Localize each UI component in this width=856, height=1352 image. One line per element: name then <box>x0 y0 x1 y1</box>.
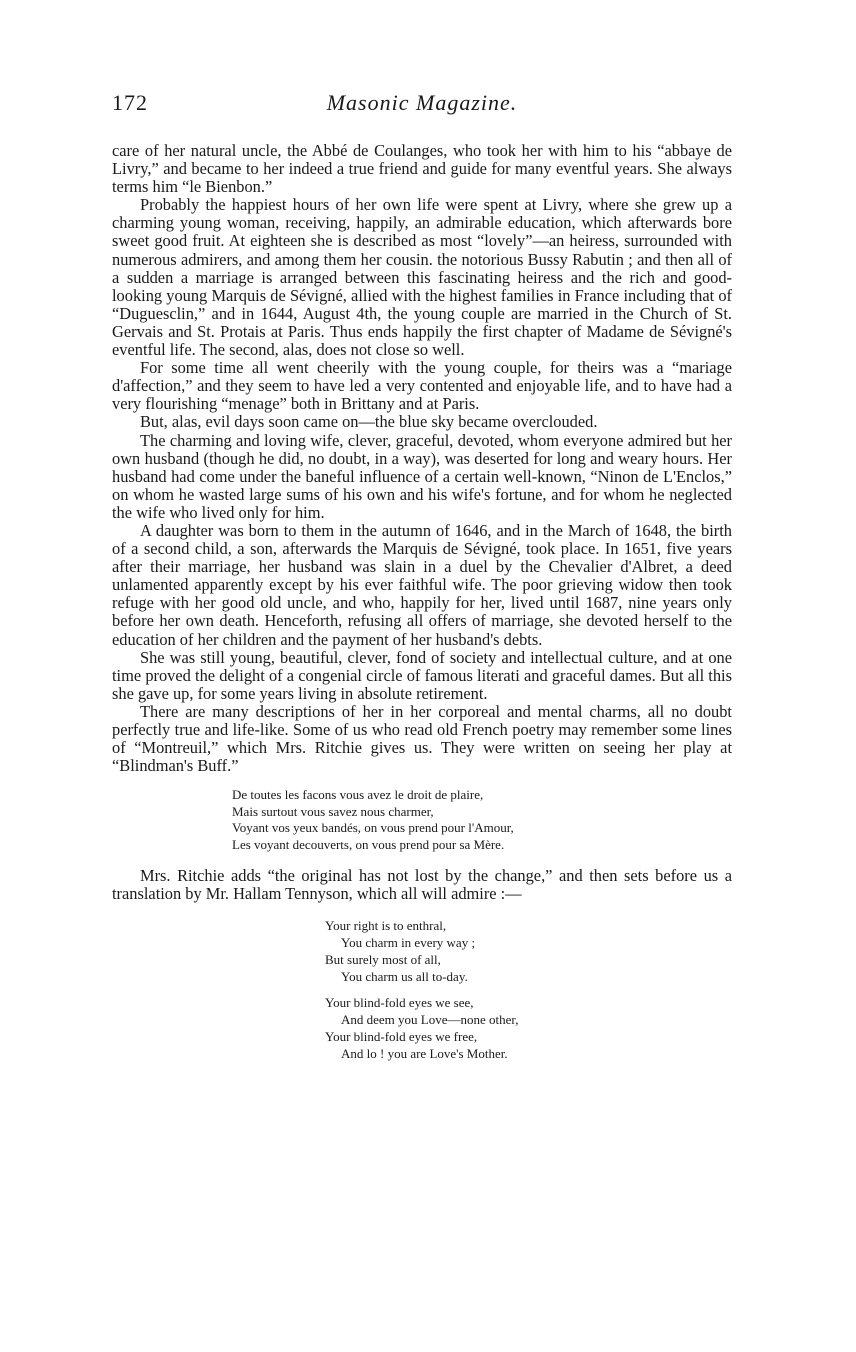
paragraph: care of her natural uncle, the Abbé de Coulanges, who took her with him to his “abbaye de Livry,” and became to her indeed a true friend and guide for many eventful years. She always terms him “le Bienbon.” <box>112 141 732 197</box>
poem-line: Your blind-fold eyes we free, <box>325 1029 478 1045</box>
verse-line: Mais surtout vous savez nous charmer, <box>232 803 434 819</box>
paragraph: A daughter was born to them in the autumn of 1646, and in the March of 1648, the birth of a second child, a son, afterwards the Marquis de Sévigné, took place. In 1651, five years after their marriage, her husband was slain in a duel by the Chevalier d'Albret, a deed unlamented apparently except by his ever faithful wife. The poor grieving widow then took refuge with her good old uncle, and who, happily for her, lived until 1687, nine years only before her own death. Henceforth, refusing all offers of marriage, she devoted herself to the education of her children and the payment of her husband's debts. <box>112 520 732 649</box>
running-title: Masonic Magazine. <box>326 90 518 115</box>
poem-stanza <box>325 917 732 985</box>
poem-line: You charm in every way ; <box>341 935 476 951</box>
paragraph: There are many descriptions of her in her corporeal and mental charms, all no doubt perfectly true and life-like. Some of us who read old French poetry may remember some lines of “Montreuil,” which Mrs. Ritchie gives us. They were written on seeing her play at “Blindman's Buff.” <box>112 701 732 776</box>
poem-line: You charm us all to-day. <box>341 969 468 985</box>
poem-line: Your blind-fold eyes we see, <box>325 995 474 1011</box>
paragraph: Probably the happiest hours of her own life were spent at Livry, where she grew up a charming young woman, receiving, happily, an admirable education, which afterwards bore sweet good fruit. At eighteen she is described as most “lovely”—an heiress, surrounded with numerous admirers, and among them her cousin. the notorious Bussy Rabutin ; and then all of a sudden a marriage is arranged between this fascinating heiress and the rich and good-looking young Marquis de Sévigné, allied with the highest families in France including that of “Duguesclin,” and in 1644, August 4th, the young couple are married in the Church of St. Gervais and St. Protais at Paris. Thus ends happily the first chapter of Madame de Sévigné's eventful life. The second, alas, does not close so well. <box>112 195 732 360</box>
page-header <box>112 90 732 124</box>
translation-intro <box>112 867 732 903</box>
page <box>112 90 732 1071</box>
paragraph: For some time all went cheerily with the young couple, for theirs was a “mariage d'affection,” and they seem to have led a very contented and enjoyable life, and to have had a very flourishing “menage” both in Brittany and at Paris. <box>112 358 732 414</box>
paragraph: The charming and loving wife, clever, graceful, devoted, whom everyone admired but her own husband (though he did, no doubt, in a way), was deserted for long and weary hours. Her husband had come under the baneful influence of a certain well-known, “Ninon de L'Enclos,” on whom he wasted large sums of his own and his wife's fortune, and for whom he neglected the wife who lived only for him. <box>112 430 732 522</box>
poem-line: But surely most of all, <box>325 952 441 968</box>
translated-poem <box>325 917 732 1062</box>
article-body <box>112 142 732 775</box>
page-number: 172 <box>112 90 148 115</box>
paragraph: She was still young, beautiful, clever, fond of society and intellectual culture, and at one time proved the delight of a congenial circle of famous literati and graceful dames. But all this she gave up, for some years living in absolute retirement. <box>112 647 732 703</box>
poem-stanza <box>325 994 732 1062</box>
poem-line: Your right is to enthral, <box>325 918 447 934</box>
paragraph: Mrs. Ritchie adds “the original has not lost by the change,” and then sets before us a translation by Mr. Hallam Tennyson, which all will admire :— <box>112 866 732 904</box>
paragraph: But, alas, evil days soon came on—the blue sky became overclouded. <box>140 412 598 432</box>
poem-line: And lo ! you are Love's Mother. <box>341 1046 508 1062</box>
verse-line: Les voyant decouverts, on vous prend pour sa Mère. <box>232 836 505 852</box>
poem-line: And deem you Love—none other, <box>341 1012 519 1028</box>
verse-line: Voyant vos yeux bandés, on vous prend pour l'Amour, <box>232 820 514 836</box>
verse-line: De toutes les facons vous avez le droit de plaire, <box>232 787 484 803</box>
french-verse <box>232 787 732 853</box>
